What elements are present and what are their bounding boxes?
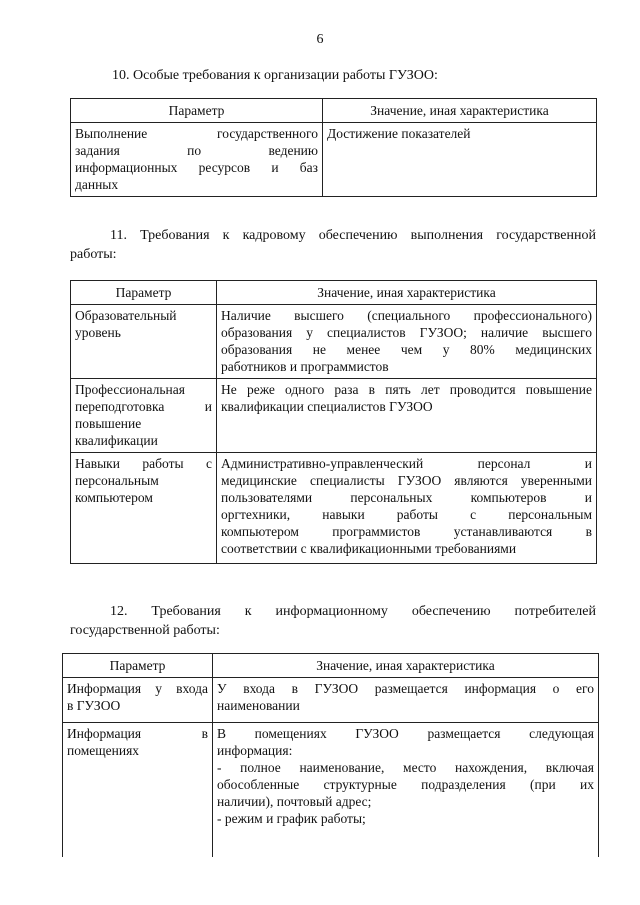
header-value: Значение, иная характеристика: [213, 654, 599, 678]
param-line: Информация в: [67, 726, 208, 741]
value-line: медицинские специалисты ГУЗОО являются уверенными: [221, 473, 592, 488]
param-line: в ГУЗОО: [67, 698, 121, 713]
param-line: Профессиональная: [75, 382, 185, 397]
param-line: переподготовка и: [75, 399, 212, 414]
param-line: персональным: [75, 473, 159, 488]
value-text: Достижение показателей: [327, 126, 471, 141]
row-value: [217, 453, 597, 564]
table-row: [71, 453, 597, 564]
table-row: [63, 723, 599, 858]
value-line: - полное наименование, место нахождения, включая: [217, 760, 594, 775]
row-value: [217, 379, 597, 453]
section-12-table: [62, 653, 599, 857]
header-value: Значение, иная характеристика: [323, 99, 597, 123]
value-line: Не реже одного раза в пять лет проводится повышение: [221, 382, 592, 397]
row-parameter: [71, 123, 323, 197]
param-line: квалификации: [75, 433, 158, 448]
row-parameter: [71, 453, 217, 564]
param-line: уровень: [75, 325, 121, 340]
param-line: Информация у входа: [67, 681, 208, 696]
value-line: У входа в ГУЗОО размещается информация о его: [217, 681, 594, 696]
section-10-heading: 10. Особые требования к организации работы ГУЗОО:: [112, 68, 438, 83]
row-value: [213, 678, 599, 723]
row-value: [323, 123, 597, 197]
table-header-row: [71, 281, 597, 305]
value-line: оргтехники, навыки работы с персональным: [221, 507, 592, 522]
row-parameter: [63, 678, 213, 723]
value-line: наличии), почтовый адрес;: [217, 794, 372, 809]
header-parameter: Параметр: [71, 281, 217, 305]
table-row: [63, 678, 599, 723]
table-header-row: [71, 99, 597, 123]
section-11-table: [70, 280, 597, 564]
row-value: [217, 305, 597, 379]
row-parameter: [63, 723, 213, 858]
value-line: информация:: [217, 743, 293, 758]
value-line: обособленные структурные подразделения (при их: [217, 777, 594, 792]
value-line: Административно-управленческий персонал и: [221, 456, 592, 471]
section-11-heading-line1: 11. Требования к кадровому обеспечению выполнения государственной: [110, 228, 596, 243]
value-line: В помещениях ГУЗОО размещается следующая: [217, 726, 594, 741]
param-line: помещениях: [67, 743, 140, 758]
value-line: - режим и график работы;: [217, 811, 366, 826]
value-line: образования не менее чем у 80% медицинских: [221, 342, 592, 357]
table-row: [71, 305, 597, 379]
row-parameter: [71, 305, 217, 379]
param-line: Выполнение государственного: [75, 126, 318, 141]
table-header-row: [63, 654, 599, 678]
section-11-heading-line2: работы:: [70, 247, 117, 262]
section-12-heading-line1: 12. Требования к информационному обеспечению потребителей: [110, 604, 596, 619]
param-line: Навыки работы с: [75, 456, 212, 471]
value-line: работников и программистов: [221, 359, 389, 374]
param-line: Образовательный: [75, 308, 177, 323]
param-line: информационных ресурсов и баз: [75, 160, 318, 175]
header-parameter: Параметр: [63, 654, 213, 678]
value-line: компьютером программистов устанавливаются в: [221, 524, 592, 539]
param-line: задания по ведению: [75, 143, 318, 158]
row-value: [213, 723, 599, 858]
section-12-heading-line2: государственной работы:: [70, 623, 220, 638]
header-parameter: Параметр: [71, 99, 323, 123]
value-line: образования у специалистов ГУЗОО; наличие высшего: [221, 325, 592, 340]
value-line: квалификации специалистов ГУЗОО: [221, 399, 433, 414]
table-row: [71, 379, 597, 453]
table-row: [71, 123, 597, 197]
section-10-table: [70, 98, 597, 197]
param-line: данных: [75, 177, 119, 192]
param-line: компьютером: [75, 490, 153, 505]
row-parameter: [71, 379, 217, 453]
header-value: Значение, иная характеристика: [217, 281, 597, 305]
page-number: 6: [316, 32, 324, 47]
value-line: пользователями персональных компьютеров и: [221, 490, 592, 505]
value-line: наименовании: [217, 698, 300, 713]
param-line: повышение: [75, 416, 142, 431]
value-line: Наличие высшего (специального профессионального): [221, 308, 592, 323]
value-line: соответствии с квалификационными требованиями: [221, 541, 517, 556]
